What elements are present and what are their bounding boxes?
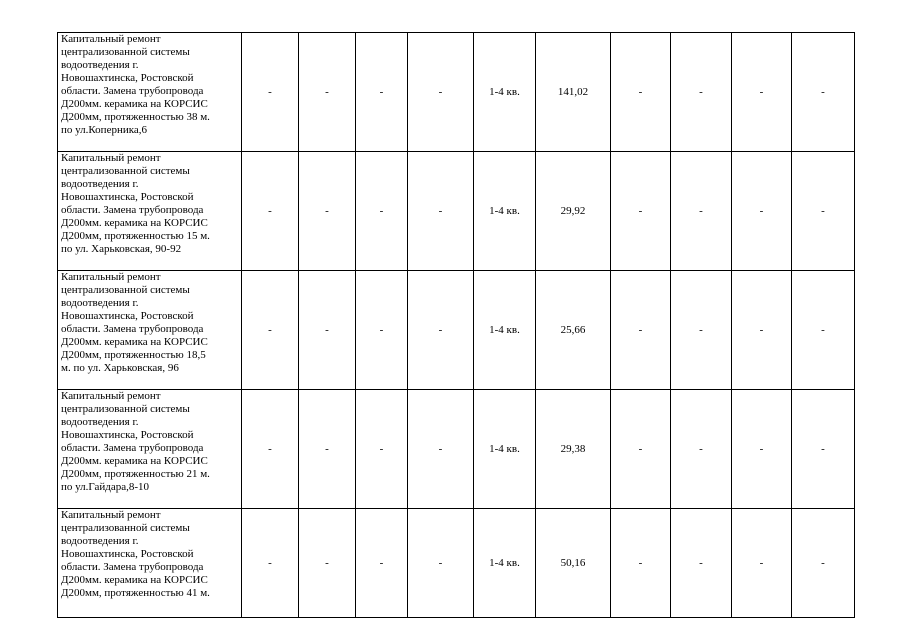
- value-cell: -: [408, 271, 474, 390]
- value-cell: -: [732, 390, 792, 509]
- value-cell: -: [611, 271, 671, 390]
- value-cell: -: [242, 271, 299, 390]
- value-cell: -: [792, 390, 855, 509]
- value-cell: -: [356, 509, 408, 618]
- amount-cell: 25,66: [536, 271, 611, 390]
- value-cell: -: [299, 33, 356, 152]
- period-cell: 1-4 кв.: [474, 509, 536, 618]
- value-cell: -: [299, 152, 356, 271]
- value-cell: -: [671, 271, 732, 390]
- value-cell: -: [356, 390, 408, 509]
- amount-cell: 50,16: [536, 509, 611, 618]
- value-cell: -: [611, 509, 671, 618]
- value-cell: -: [732, 33, 792, 152]
- value-cell: -: [299, 271, 356, 390]
- table-row: [58, 152, 855, 271]
- value-cell: -: [671, 152, 732, 271]
- value-cell: -: [299, 509, 356, 618]
- value-cell: -: [408, 33, 474, 152]
- value-cell: -: [356, 33, 408, 152]
- value-cell: -: [299, 390, 356, 509]
- period-cell: 1-4 кв.: [474, 271, 536, 390]
- value-cell: -: [408, 390, 474, 509]
- value-cell: -: [611, 390, 671, 509]
- work-description: Капитальный ремонт централизованной системы водоотведения г. Новошахтинска, Ростовской области. Замена трубопровода Д200мм. керамика на КОРСИС Д200мм, протяженностью 18,5 м. по ул. Харьковская, 96: [58, 271, 242, 390]
- value-cell: -: [356, 271, 408, 390]
- period-cell: 1-4 кв.: [474, 390, 536, 509]
- table-row: [58, 390, 855, 509]
- value-cell: -: [611, 152, 671, 271]
- amount-cell: 141,02: [536, 33, 611, 152]
- value-cell: -: [242, 509, 299, 618]
- table-row: [58, 509, 855, 618]
- value-cell: -: [671, 509, 732, 618]
- value-cell: -: [732, 271, 792, 390]
- table-row: [58, 271, 855, 390]
- works-table: [57, 32, 855, 618]
- value-cell: -: [792, 152, 855, 271]
- value-cell: -: [671, 390, 732, 509]
- table-row: [58, 33, 855, 152]
- value-cell: -: [792, 509, 855, 618]
- amount-cell: 29,92: [536, 152, 611, 271]
- value-cell: -: [611, 33, 671, 152]
- value-cell: -: [242, 390, 299, 509]
- value-cell: -: [732, 152, 792, 271]
- value-cell: -: [408, 152, 474, 271]
- period-cell: 1-4 кв.: [474, 33, 536, 152]
- period-cell: 1-4 кв.: [474, 152, 536, 271]
- value-cell: -: [792, 33, 855, 152]
- value-cell: -: [408, 509, 474, 618]
- value-cell: -: [792, 271, 855, 390]
- value-cell: -: [356, 152, 408, 271]
- value-cell: -: [671, 33, 732, 152]
- value-cell: -: [732, 509, 792, 618]
- work-description: Капитальный ремонт централизованной системы водоотведения г. Новошахтинска, Ростовской области. Замена трубопровода Д200мм. керамика на КОРСИС Д200мм, протяженностью 38 м. по ул.Коперника,6: [58, 33, 242, 152]
- value-cell: -: [242, 152, 299, 271]
- work-description: Капитальный ремонт централизованной системы водоотведения г. Новошахтинска, Ростовской области. Замена трубопровода Д200мм. керамика на КОРСИС Д200мм, протяженностью 21 м. по ул.Гайдара,8-10: [58, 390, 242, 509]
- work-description: Капитальный ремонт централизованной системы водоотведения г. Новошахтинска, Ростовской области. Замена трубопровода Д200мм. керамика на КОРСИС Д200мм, протяженностью 15 м. по ул. Харьковская, 90-92: [58, 152, 242, 271]
- amount-cell: 29,38: [536, 390, 611, 509]
- work-description: Капитальный ремонт централизованной системы водоотведения г. Новошахтинска, Ростовской области. Замена трубопровода Д200мм. керамика на КОРСИС Д200мм, протяженностью 41 м.: [58, 509, 242, 618]
- value-cell: -: [242, 33, 299, 152]
